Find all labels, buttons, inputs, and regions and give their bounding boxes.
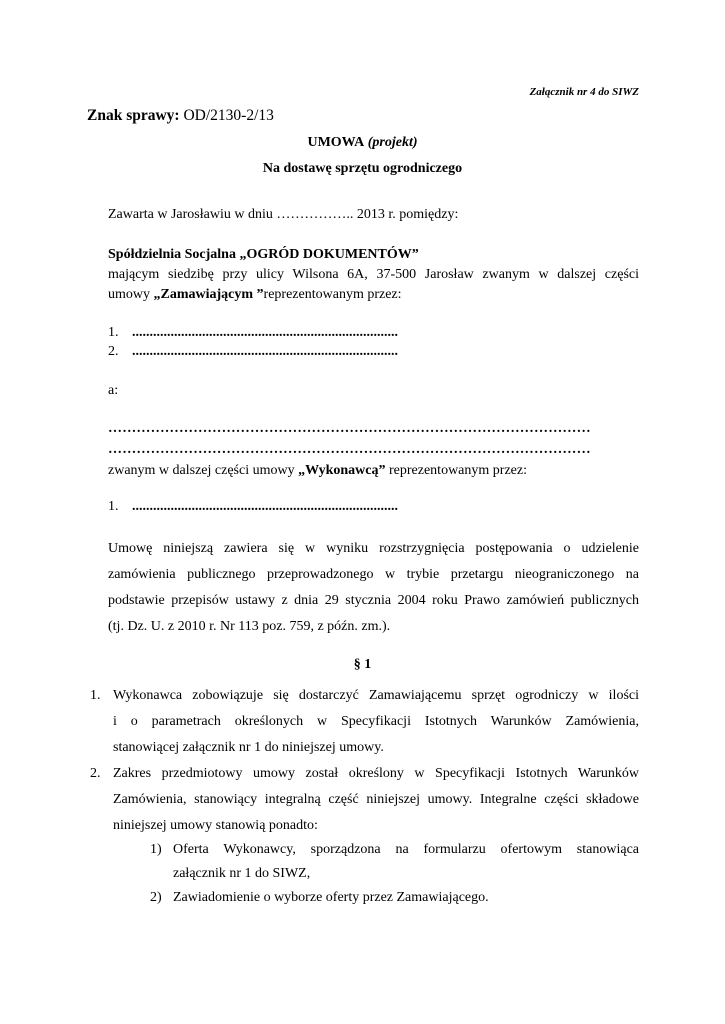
- item-2-number: 2.: [90, 766, 101, 781]
- item-1-number: 1.: [90, 688, 101, 703]
- title-main: UMOWA: [307, 135, 365, 150]
- subitem-1-line-2: załącznik nr 1 do SIWZ,: [173, 866, 311, 881]
- document-title: [0, 135, 725, 151]
- title-sub: (projekt): [367, 135, 418, 150]
- subitem-2-line-1: Zawiadomienie o wyborze oferty przez Zamawiającego.: [173, 890, 489, 905]
- annex-label: Załącznik nr 4 do SIWZ: [529, 86, 639, 98]
- subitem-1-number: 1): [150, 842, 162, 857]
- document-subtitle: Na dostawę sprzętu ogrodniczego: [262, 161, 463, 176]
- party1-name: Spółdzielnia Socjalna „OGRÓD DOKUMENTÓW”: [108, 247, 419, 262]
- party1-rep-2: 2. ............................................................................: [108, 344, 398, 359]
- case-number: OD/2130-2/13: [183, 107, 274, 124]
- intro-line-1: Umowę niniejszą zawiera się w wyniku rozstrzygnięcia postępowania o udzielenie: [108, 541, 639, 556]
- party1-address: mającym siedzibę przy ulicy Wilsona 6A, 37-500 Jarosław zwanym w dalszej części: [108, 267, 639, 282]
- party1-role: umowy „Zamawiającym ”reprezentowanym przez:: [108, 287, 402, 302]
- item-1-line-3: stanowiącej załącznik nr 1 do niniejszej umowy.: [113, 740, 384, 755]
- party1-rep-1: 1. ............................................................................: [108, 325, 398, 340]
- subitem-2-number: 2): [150, 890, 162, 905]
- item-1-line-2: i o parametrach określonych w Specyfikacji Istotnych Warunków Zamówienia,: [113, 714, 639, 729]
- case-reference: [87, 107, 274, 125]
- party2-rep-1: 1. ............................................................................: [108, 499, 398, 514]
- case-label: Znak sprawy:: [87, 107, 180, 124]
- party2-role: zwanym w dalszej części umowy „Wykonawcą” reprezentowanym przez:: [108, 463, 527, 478]
- intro-line-2: zamówienia publicznego przeprowadzonego w trybie przetargu nieograniczonego na: [108, 567, 639, 582]
- party2-role-name: „Wykonawcą”: [298, 463, 386, 478]
- party2-dots-1: …………………………………………………………………………………………: [108, 421, 591, 436]
- section-1-heading: § 1: [353, 657, 372, 672]
- and-label: a:: [108, 383, 119, 398]
- concluded-line: Zawarta w Jarosławiu w dniu …………….. 2013 r. pomiędzy:: [108, 207, 459, 222]
- intro-line-4: (tj. Dz. U. z 2010 r. Nr 113 poz. 759, z późn. zm.).: [108, 619, 391, 634]
- party2-dots-2: …………………………………………………………………………………………: [108, 442, 591, 457]
- item-1-line-1: Wykonawca zobowiązuje się dostarczyć Zamawiającemu sprzęt ogrodniczy w ilości: [113, 688, 639, 703]
- item-2-line-1: Zakres przedmiotowy umowy został określony w Specyfikacji Istotnych Warunków: [113, 766, 639, 781]
- item-2-line-3: niniejszej umowy stanowią ponadto:: [113, 818, 318, 833]
- item-2-line-2: Zamówienia, stanowiący integralną część niniejszej umowy. Integralne części składowe: [113, 792, 639, 807]
- subitem-1-line-1: Oferta Wykonawcy, sporządzona na formularzu ofertowym stanowiąca: [173, 842, 639, 857]
- party1-role-name: „Zamawiającym ”: [153, 287, 264, 302]
- intro-line-3: podstawie przepisów ustawy z dnia 29 stycznia 2004 roku Prawo zamówień publicznych: [108, 593, 639, 608]
